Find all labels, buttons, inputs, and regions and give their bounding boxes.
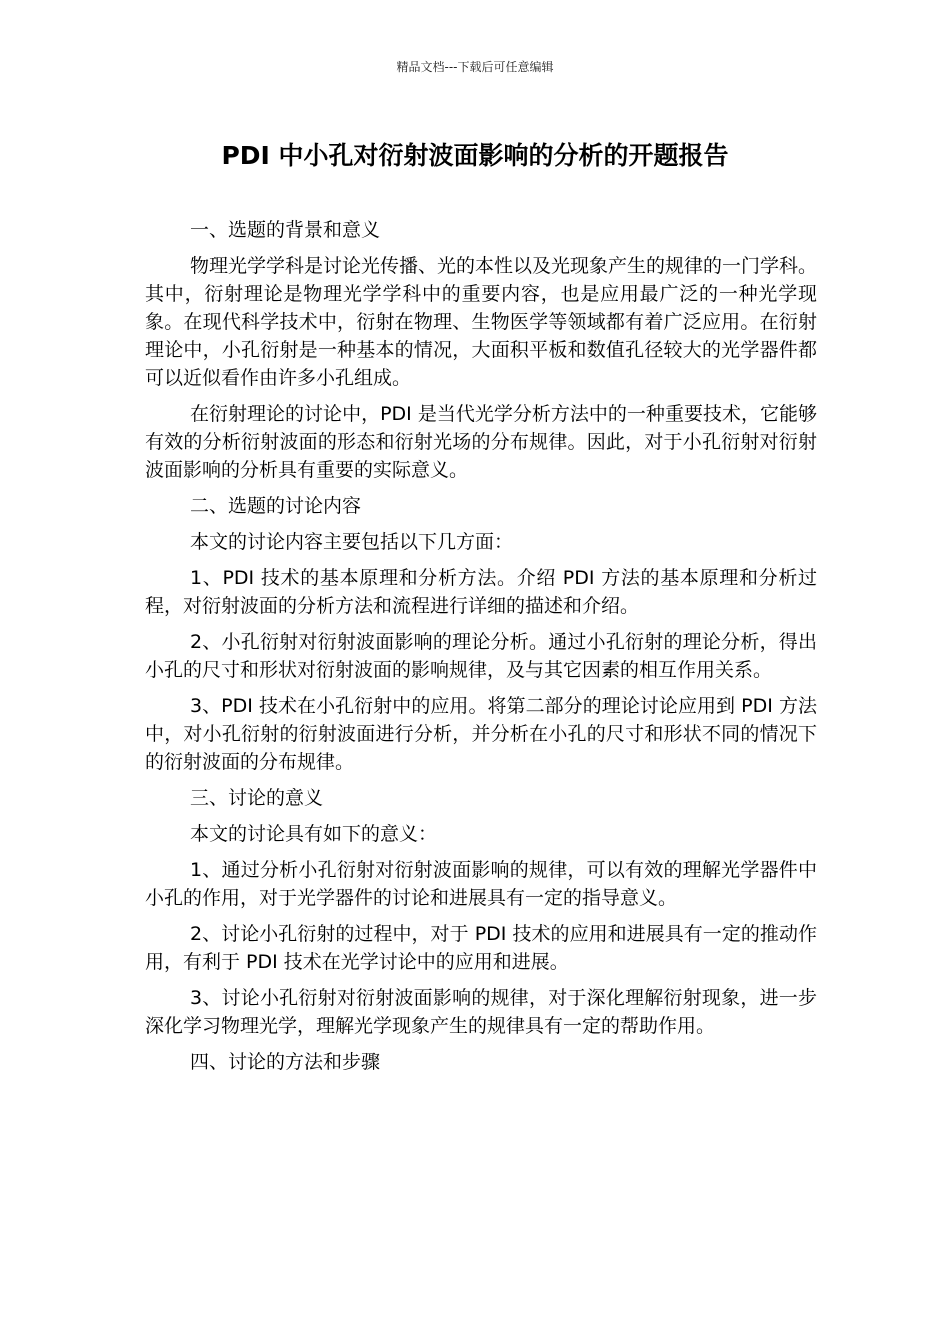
section-heading-background: 一、选题的背景和意义 <box>190 219 381 241</box>
paragraph-background-2: 在衍射理论的讨论中，PDI 是当代光学分析方法中的一种重要技术，它能够有效的分析衍射波面的形态和衍射光场的分布规律。因此，对于小孔衍射对衍射波面影响的分析具有重要的实际意义。 <box>145 403 817 481</box>
paragraph-significance-intro: 本文的讨论具有如下的意义： <box>190 823 438 845</box>
list-item-content-2: 2、小孔衍射对衍射波面影响的理论分析。通过小孔衍射的理论分析，得出小孔的尺寸和形状对衍射波面的影响规律，及与其它因素的相互作用关系。 <box>145 631 817 681</box>
document-body <box>145 216 817 1084</box>
list-item-significance-1: 1、通过分析小孔衍射对衍射波面影响的规律，可以有效的理解光学器件中小孔的作用，对于光学器件的讨论和进展具有一定的指导意义。 <box>145 859 817 909</box>
header-note: 精品文档---下载后可任意编辑 <box>396 60 554 74</box>
list-item-significance-2: 2、讨论小孔衍射的过程中，对于 PDI 技术的应用和进展具有一定的推动作用，有利于 PDI 技术在光学讨论中的应用和进展。 <box>145 923 817 973</box>
section-heading-content: 二、选题的讨论内容 <box>190 495 362 517</box>
list-item-content-1: 1、PDI 技术的基本原理和分析方法。介绍 PDI 方法的基本原理和分析过程，对衍射波面的分析方法和流程进行详细的描述和介绍。 <box>145 567 817 617</box>
section-heading-significance: 三、讨论的意义 <box>190 787 324 809</box>
paragraph-background-1: 物理光学学科是讨论光传播、光的本性以及光现象产生的规律的一门学科。其中，衍射理论是物理光学学科中的重要内容，也是应用最广泛的一种光学现象。在现代科学技术中，衍射在物理、生物医学等领域都有着广泛应用。在衍射理论中，小孔衍射是一种基本的情况，大面积平板和数值孔径较大的光学器件都可以近似看作由许多小孔组成。 <box>145 255 818 389</box>
list-item-content-3: 3、PDI 技术在小孔衍射中的应用。将第二部分的理论讨论应用到 PDI 方法中，对小孔衍射的衍射波面进行分析，并分析在小孔的尺寸和形状不同的情况下的衍射波面的分布规律。 <box>145 695 817 773</box>
section-heading-methods: 四、讨论的方法和步骤 <box>190 1051 381 1073</box>
list-item-significance-3: 3、讨论小孔衍射对衍射波面影响的规律，对于深化理解衍射现象，进一步深化学习物理光学，理解光学现象产生的规律具有一定的帮助作用。 <box>145 987 817 1037</box>
paragraph-content-intro: 本文的讨论内容主要包括以下几方面： <box>190 531 514 553</box>
document-title: PDI 中小孔对衍射波面影响的分析的开题报告 <box>221 141 729 170</box>
